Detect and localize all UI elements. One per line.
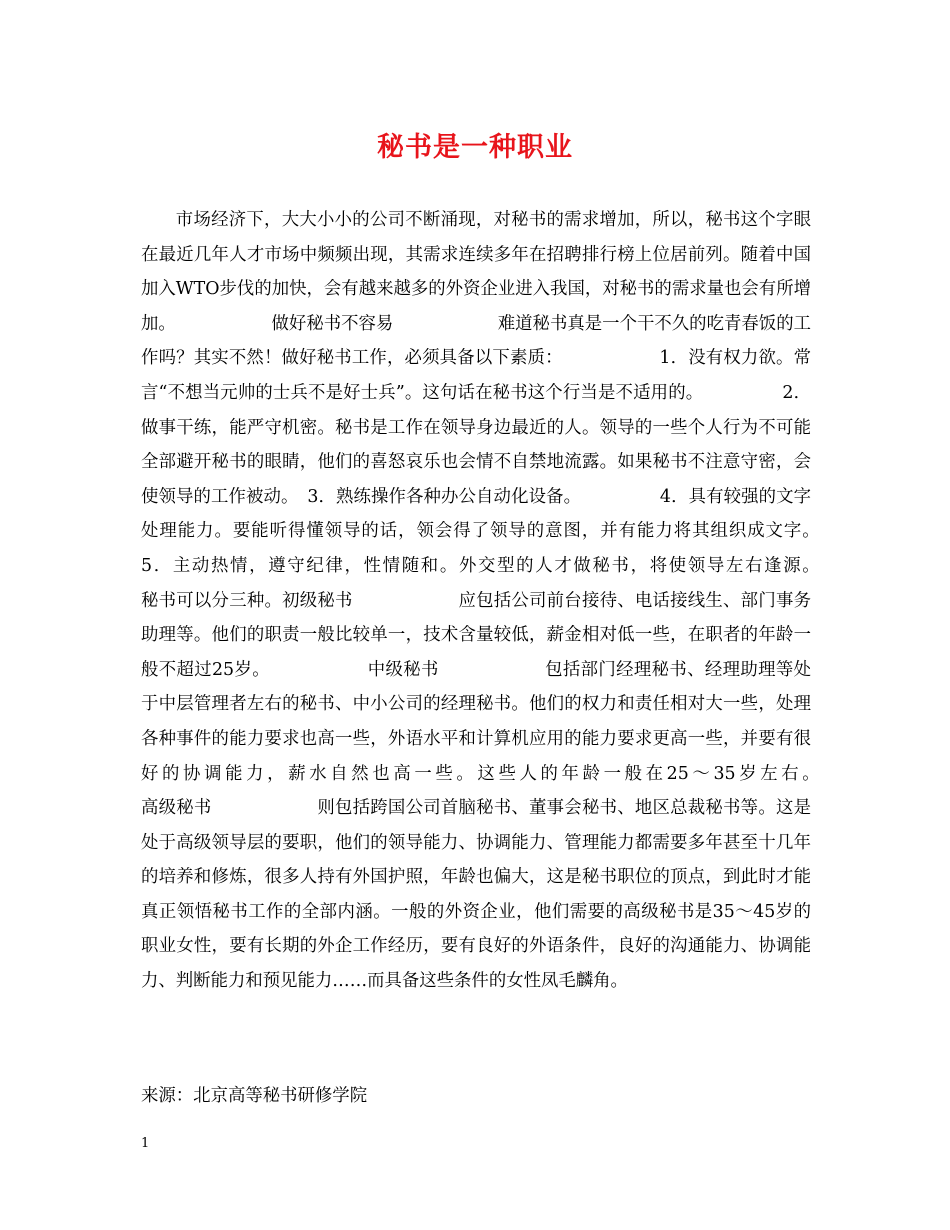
page-number: 1	[141, 1136, 150, 1151]
body-paragraph: 市场经济下，大大小小的公司不断涌现，对秘书的需求增加，所以，秘书这个字眼在最近几年人才市场中频频出现，其需求连续多年在招聘排行榜上位居前列。随着中国加入WTO步伐的加快，会有越来越多的外资企业进入我国，对秘书的需求量也会有所增加。 做好秘书不容易 难道秘书真是一个干不久的吃青春饭的工作吗？其实不然！做好秘书工作，必须具备以下素质： 1．没有权力欲。常言“不想当元帅的士兵不是好士兵”。这句话在秘书这个行当是不适用的。 2．做事干练，能严守机密。秘书是工作在领导身边最近的人。领导的一些个人行为不可能全部避开秘书的眼睛，他们的喜怒哀乐也会情不自禁地流露。如果秘书不注意守密，会使领导的工作被动。 3．熟练操作各种办公自动化设备。 4．具有较强的文字处理能力。要能听得懂领导的话，领会得了领导的意图，并有能力将其组织成文字。 5．主动热情，遵守纪律，性情随和。外交型的人才做秘书，将使领导左右逢源。 秘书可以分三种。初级秘书 应包括公司前台接待、电话接线生、部门事务助理等。他们的职责一般比较单一，技术含量较低，薪金相对低一些，在职者的年龄一般不超过25岁。 中级秘书 包括部门经理秘书、经理助理等处于中层管理者左右的秘书、中小公司的经理秘书。他们的权力和责任相对大一些，处理各种事件的能力要求也高一些，外语水平和计算机应用的能力要求更高一些，并要有很好的协调能力，薪水自然也高一些。这些人的年龄一般在25～35岁左右。 高级秘书 则包括跨国公司首脑秘书、董事会秘书、地区总裁秘书等。这是处于高级领导层的要职，他们的领导能力、协调能力、管理能力都需要多年甚至十几年的培养和修炼，很多人持有外国护照，年龄也偏大，这是秘书职位的顶点，到此时才能真正领悟秘书工作的全部内涵。一般的外资企业，他们需要的高级秘书是35～45岁的职业女性，要有长期的外企工作经历，要有良好的外语条件，良好的沟通能力、协调能力、判断能力和预见能力……而具备这些条件的女性凤毛麟角。	[141, 210, 916, 992]
source-line: 来源：北京高等秘书研修学院	[141, 1086, 368, 1106]
document-title: 秘书是一种职业	[377, 132, 573, 163]
